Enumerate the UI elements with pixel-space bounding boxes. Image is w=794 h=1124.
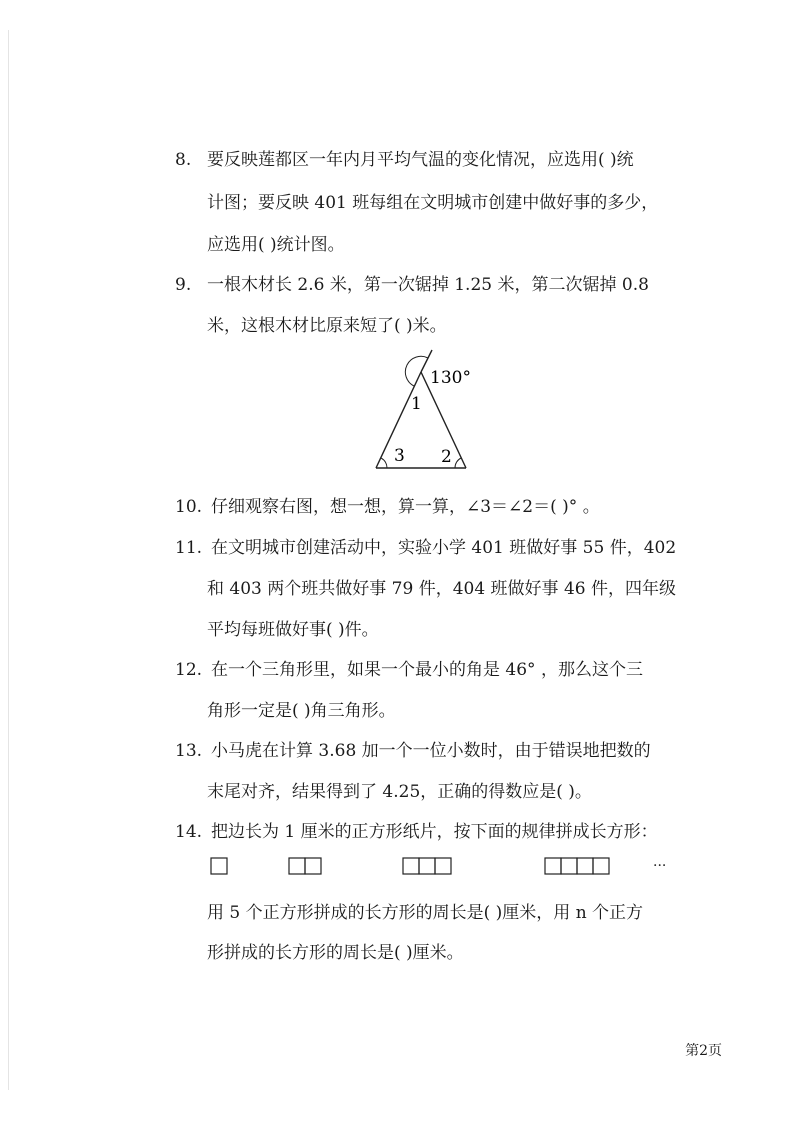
question-8-text-1: 要反映莲都区一年内月平均气温的变化情况，应选用( )统 xyxy=(207,150,634,170)
question-11-line-3: 平均每班做好事( )件。 xyxy=(207,620,379,640)
question-8-line-1 xyxy=(175,148,634,172)
question-12-line-1 xyxy=(175,658,643,682)
angle-3-arc xyxy=(381,458,387,468)
question-10-text-1: 仔细观察右图，想一想，算一算，∠3＝∠2＝( )° 。 xyxy=(211,497,600,517)
pattern-3-squares xyxy=(403,858,451,874)
pattern-ellipsis: ··· xyxy=(653,858,667,874)
question-11-number: 11. xyxy=(175,538,203,558)
question-14-line-1 xyxy=(175,820,658,844)
question-8-number: 8. xyxy=(175,150,192,170)
pattern-1-square xyxy=(211,858,227,874)
question-9-line-1 xyxy=(175,273,649,297)
question-10-line-1 xyxy=(175,495,600,519)
question-13-line-2: 末尾对齐，结果得到了 4.25，正确的得数应是( )。 xyxy=(207,782,592,802)
angle-2-label: 2 xyxy=(441,447,452,467)
question-12-line-2: 角形一定是( )角三角形。 xyxy=(207,701,396,721)
question-14-number: 14. xyxy=(175,822,203,842)
angle-3-label: 3 xyxy=(394,446,405,466)
question-9-number: 9. xyxy=(175,275,192,295)
question-10-number: 10. xyxy=(175,497,203,517)
question-12-number: 12. xyxy=(175,660,203,680)
question-11-text-1: 在文明城市创建活动中，实验小学 401 班做好事 55 件，402 xyxy=(211,538,677,558)
question-9-text-1: 一根木材长 2.6 米，第一次锯掉 1.25 米，第二次锯掉 0.8 xyxy=(207,275,649,295)
pattern-4-squares xyxy=(545,858,609,874)
question-11-line-1 xyxy=(175,536,676,560)
question-13-line-1 xyxy=(175,739,651,763)
question-14-line-3: 形拼成的长方形的周长是( )厘米。 xyxy=(207,943,464,963)
page-edge-line xyxy=(8,30,9,1090)
angle-1-label: 1 xyxy=(411,394,422,414)
angle-130-label: 130° xyxy=(430,368,471,388)
angle-2-arc xyxy=(455,458,461,468)
triangle-figure xyxy=(360,348,480,474)
question-13-text-1: 小马虎在计算 3.68 加一个一位小数时，由于错误地把数的 xyxy=(211,741,651,761)
question-14-line-2: 用 5 个正方形拼成的长方形的周长是( )厘米，用 n 个正方 xyxy=(207,903,644,923)
question-14-text-1: 把边长为 1 厘米的正方形纸片，按下面的规律拼成长方形： xyxy=(211,822,658,842)
question-9-line-2: 米，这根木材比原来短了( )米。 xyxy=(207,316,447,336)
question-13-number: 13. xyxy=(175,741,203,761)
question-8-line-3: 应选用( )统计图。 xyxy=(207,235,345,255)
question-11-line-2: 和 403 两个班共做好事 79 件，404 班做好事 46 件，四年级 xyxy=(207,579,676,599)
page-number: 第2页 xyxy=(685,1043,722,1059)
pattern-2-squares xyxy=(289,858,321,874)
question-8-line-2: 计图；要反映 401 班每组在文明城市创建中做好事的多少， xyxy=(207,193,659,213)
square-pattern xyxy=(205,852,685,878)
question-12-text-1: 在一个三角形里，如果一个最小的角是 46° ，那么这个三 xyxy=(211,660,643,680)
